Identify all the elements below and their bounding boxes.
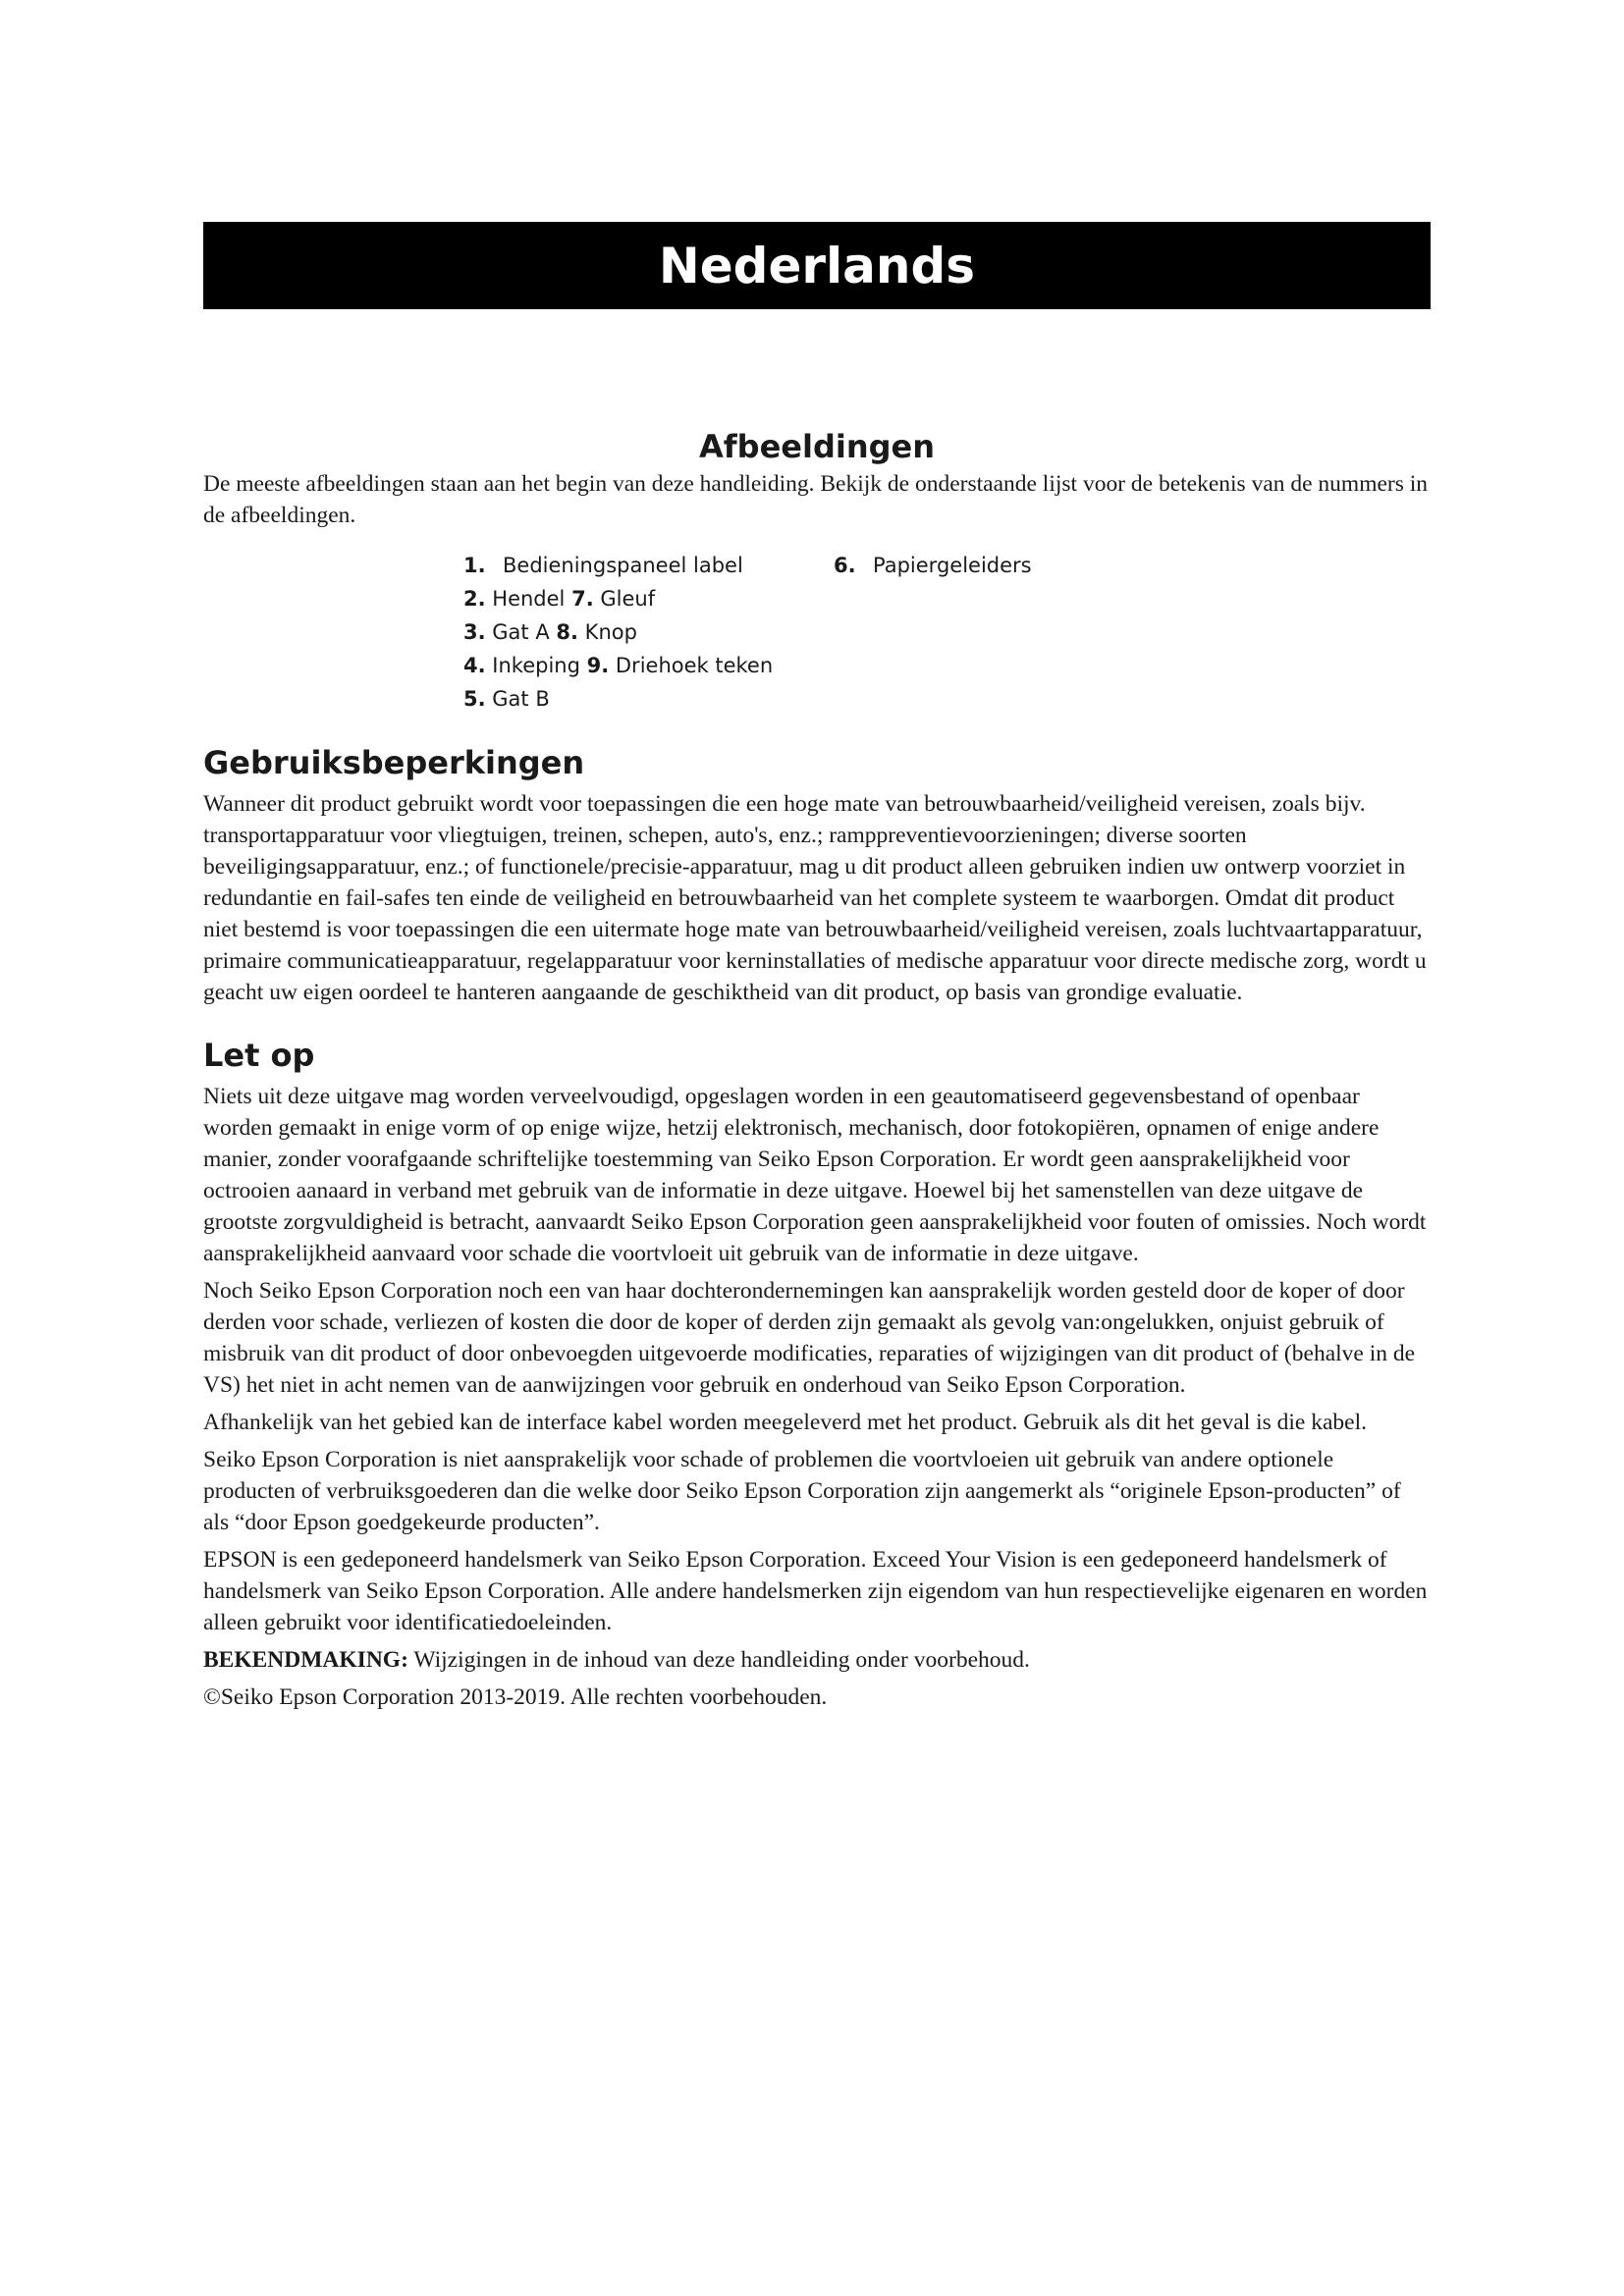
notice-label: BEKENDMAKING: — [203, 1647, 408, 1673]
item-number: 8. — [556, 620, 578, 644]
item-label: Knop — [584, 620, 637, 644]
let-op-paragraph-3: Afhankelijk van het gebied kan de interface kabel worden meegeleverd met het product. Gebruik als dit het geval is die kabel. — [203, 1410, 1367, 1435]
let-op-paragraph-4: Seiko Epson Corporation is niet aansprakelijk voor schade of problemen die voortvloeien uit gebruik van andere optionele producten of verbruiksgoederen dan die welke door Seiko Epson Corporation zijn aangemerkt als “originele Epson-producten” of als “door Epson goedgekeurde producten”. — [203, 1447, 1401, 1535]
item-number: 2. — [463, 587, 486, 611]
let-op-body — [203, 1081, 1431, 1713]
copyright-line: ©Seiko Epson Corporation 2013-2019. Alle rechten voorbehouden. — [203, 1684, 828, 1710]
afbeeldingen-heading: Afbeeldingen — [698, 428, 935, 465]
item-label: Gat A — [492, 620, 550, 644]
gebruiksbeperkingen-body: Wanneer dit product gebruikt wordt voor toepassingen die een hoge mate van betrouwbaarheid/veiligheid vereisen, zoals bijv. transportapparatuur voor vliegtuigen, treinen, schepen, auto's, enz.; ramppreventievoorzieningen; diverse soorten beveiligingsapparatuur, enz.; of functionele/precisie-apparatuur, mag u dit product alleen gebruiken indien uw ontwerp voorziet in redundantie en fail-safes ten einde de veiligheid en betrouwbaarheid van het complete systeem te waarborgen. Omdat dit product niet bestemd is voor toepassingen die een uitermate hoge mate van betrouwbaarheid/veiligheid vereisen, zoals luchtvaartapparatuur, primaire communicatieapparatuur, regelapparatuur voor kerninstallaties of medische apparatuur voor directe medische zorg, wordt u geacht uw eigen oordeel te hanteren aangaande de geschiktheid van dit product, op basis van grondige evaluatie. — [203, 791, 1427, 1005]
item-number: 9. — [586, 654, 610, 677]
list-item — [463, 649, 1431, 682]
item-label: Hendel — [492, 587, 566, 611]
let-op-paragraph-2: Noch Seiko Epson Corporation noch een van haar dochterondernemingen kan aansprakelijk worden gesteld door de koper of door derden voor schade, verliezen of kosten die door de koper of derden zijn gemaakt als gevolg van:ongelukken, onjuist gebruik of misbruik van dit product of door onbevoegden uitgevoerde modificaties, reparaties of wijzigingen van dit product of (behalve in de VS) het niet in acht nemen van de aanwijzingen voor gebruik en onderhoud van Seiko Epson Corporation. — [203, 1278, 1416, 1398]
notice-line — [203, 1644, 1431, 1676]
afbeeldingen-intro: De meeste afbeeldingen staan aan het begin van deze handleiding. Bekijk de onderstaande lijst voor de betekenis van de nummers in de afbeeldingen. — [203, 471, 1429, 528]
list-item — [463, 582, 1431, 615]
let-op-heading: Let op — [203, 1037, 315, 1074]
let-op-paragraph-5: EPSON is een gedeponeerd handelsmerk van Seiko Epson Corporation. Exceed Your Vision is een gedeponeerd handelsmerk of handelsmerk van Seiko Epson Corporation. Alle andere handelsmerken zijn eigendom van hun respectievelijke eigenaren en worden alleen gebruikt voor identificatiedoeleinden. — [203, 1547, 1428, 1635]
item-number: 6. — [834, 554, 856, 577]
item-number: 3. — [463, 620, 486, 644]
item-number: 4. — [463, 654, 486, 677]
item-number: 7. — [571, 587, 594, 611]
item-label: Inkeping — [492, 654, 580, 677]
item-label: Driehoek teken — [615, 654, 774, 677]
list-item — [463, 615, 1431, 649]
let-op-paragraph-1: Niets uit deze uitgave mag worden verveelvoudigd, opgeslagen worden in een geautomatiseerd gegevensbestand of openbaar worden gemaakt in enige vorm of op enige wijze, hetzij elektronisch, mechanisch, door fotokopiëren, opnamen of enige andere manier, zonder voorafgaande schriftelijke toestemming van Seiko Epson Corporation. Er wordt geen aansprakelijkheid voor octrooien aanaard in verband met gebruik van de informatie in deze uitgave. Hoewel bij het samenstellen van deze uitgave de grootste zorgvuldigheid is betracht, aanvaardt Seiko Epson Corporation geen aansprakelijkheid voor fouten of omissies. Noch wordt aansprakelijkheid aanvaard voor schade die voortvloeit uit gebruik van de informatie in deze uitgave. — [203, 1084, 1427, 1266]
item-number: 5. — [463, 687, 486, 711]
item-number: 1. — [463, 554, 486, 577]
item-label: Papiergeleiders — [873, 554, 1032, 577]
list-item — [463, 549, 1431, 582]
notice-text: Wijzigingen in de inhoud van deze handleiding onder voorbehoud. — [407, 1647, 1030, 1673]
list-item — [463, 682, 1431, 716]
language-title: Nederlands — [658, 237, 976, 294]
item-label: Gat B — [492, 687, 550, 711]
figure-legend-list — [463, 549, 1431, 716]
language-banner — [203, 222, 1431, 309]
item-label: Bedieningspaneel label — [503, 554, 743, 577]
document-page — [203, 222, 1431, 1713]
item-label: Gleuf — [600, 587, 656, 611]
gebruiksbeperkingen-heading: Gebruiksbeperkingen — [203, 744, 585, 781]
